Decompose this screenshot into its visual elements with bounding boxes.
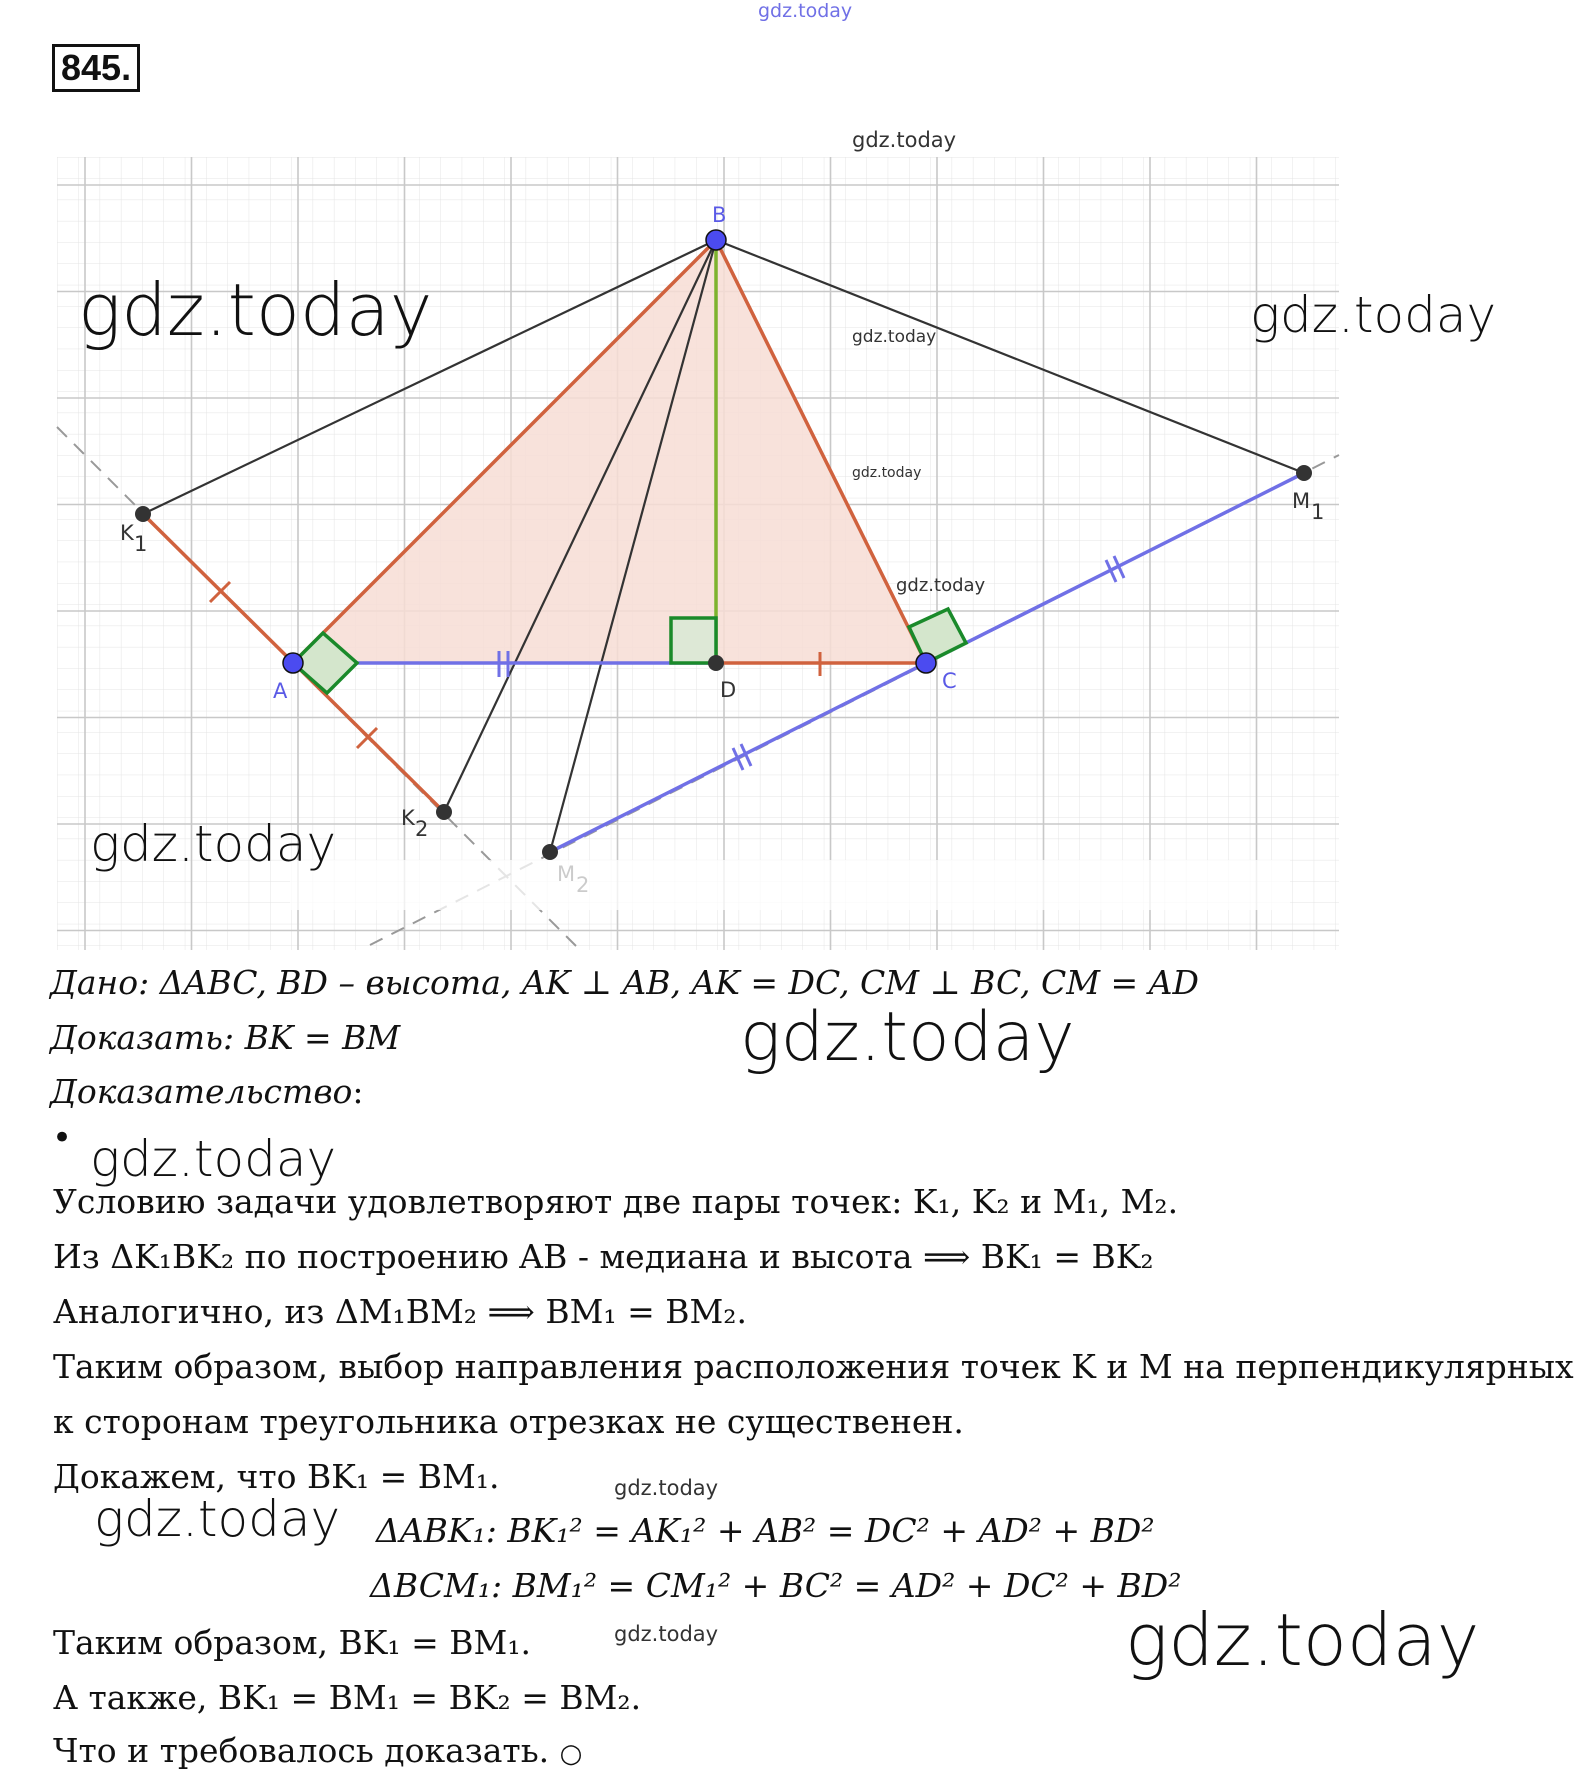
- conclusion-text: Что и требовалось доказать.: [53, 1731, 550, 1770]
- given-body: : ΔABC, BD – высота, AK ⊥ AB, AK = DC, CM ⊥ BC, CM = AD: [138, 963, 1199, 1002]
- label-m1: M: [1292, 489, 1311, 513]
- given-label: Дано: [50, 963, 139, 1002]
- watermark-text-big-bottom: gdz.today: [1125, 1598, 1480, 1682]
- watermark-formula-small-2: gdz.today: [614, 1622, 719, 1646]
- prove-body: : BK = BM: [223, 1018, 401, 1057]
- formula-bcm1: ΔBCM₁: BM₁² = CM₁² + BC² = AD² + DC² + BD²: [370, 1566, 1182, 1605]
- proof-line-4: Таким образом, выбор направления расположения точек K и M на перпендикулярных: [53, 1347, 1574, 1386]
- watermark-fig-mid-2: gdz.today: [852, 465, 922, 481]
- proof-line-7: Таким образом, BK₁ = BM₁.: [53, 1623, 532, 1662]
- washout-strip: [290, 860, 1290, 910]
- label-k2-sub: 2: [415, 817, 429, 841]
- proof-line-6: Докажем, что BK₁ = BM₁.: [53, 1457, 500, 1496]
- label-k1: K: [120, 521, 134, 545]
- watermark-text-big-1: gdz.today: [740, 998, 1075, 1077]
- watermark-fig-top: gdz.today: [852, 128, 957, 152]
- watermark-fig-bottom-left: gdz.today: [90, 815, 337, 873]
- proof-line-1: Условию задачи удовлетворяют две пары точек: K₁, K₂ и M₁, M₂.: [53, 1182, 1179, 1221]
- label-k1-sub: 1: [134, 532, 148, 556]
- watermark-fig-left: gdz.today: [78, 268, 433, 352]
- proof-line-8: А также, BK₁ = BM₁ = BK₂ = BM₂.: [53, 1678, 642, 1717]
- point-m2: [542, 844, 558, 860]
- point-a: [283, 653, 303, 673]
- watermark-bullet: gdz.today: [90, 1130, 337, 1188]
- problem-number: 845.: [52, 44, 140, 92]
- label-a: A: [273, 679, 288, 703]
- watermark-fig-mid-1: gdz.today: [852, 327, 937, 347]
- label-c: C: [942, 669, 957, 693]
- point-d: [708, 655, 724, 671]
- point-k2: [436, 804, 452, 820]
- proof-label: Доказательство: [50, 1072, 353, 1111]
- label-m1-sub: 1: [1311, 500, 1325, 524]
- label-k2: K: [401, 806, 415, 830]
- bullet: •: [52, 1118, 73, 1158]
- proof-line-5: к сторонам треугольника отрезках не существенен.: [53, 1402, 964, 1441]
- point-c: [916, 653, 936, 673]
- given-line: [50, 963, 1199, 1002]
- prove-label: Доказать: [50, 1018, 224, 1057]
- end-mark: ○: [559, 1739, 583, 1769]
- formula-abk1: ΔABK₁: BK₁² = AK₁² + AB² = DC² + AD² + BD²: [376, 1511, 1155, 1550]
- proof-line-2: Из ΔK₁BK₂ по построению AB - медиана и высота ⟹ BK₁ = BK₂: [53, 1237, 1154, 1276]
- right-angle-d: [671, 618, 716, 663]
- point-b: [706, 230, 726, 250]
- prove-line: [50, 1018, 400, 1057]
- proof-heading: [50, 1072, 364, 1111]
- watermark-formula-left: gdz.today: [94, 1490, 341, 1548]
- proof-line-9: [53, 1731, 582, 1770]
- label-b: B: [712, 203, 727, 227]
- point-m1: [1296, 465, 1312, 481]
- watermark-top: gdz.today: [758, 0, 853, 22]
- watermark-formula-small-1: gdz.today: [614, 1476, 719, 1500]
- proof-colon: :: [352, 1072, 364, 1111]
- proof-line-3: Аналогично, из ΔM₁BM₂ ⟹ BM₁ = BM₂.: [53, 1292, 747, 1331]
- point-k1: [135, 506, 151, 522]
- watermark-fig-right: gdz.today: [1250, 286, 1497, 344]
- watermark-fig-mid-3: gdz.today: [896, 575, 986, 596]
- label-d: D: [720, 678, 737, 702]
